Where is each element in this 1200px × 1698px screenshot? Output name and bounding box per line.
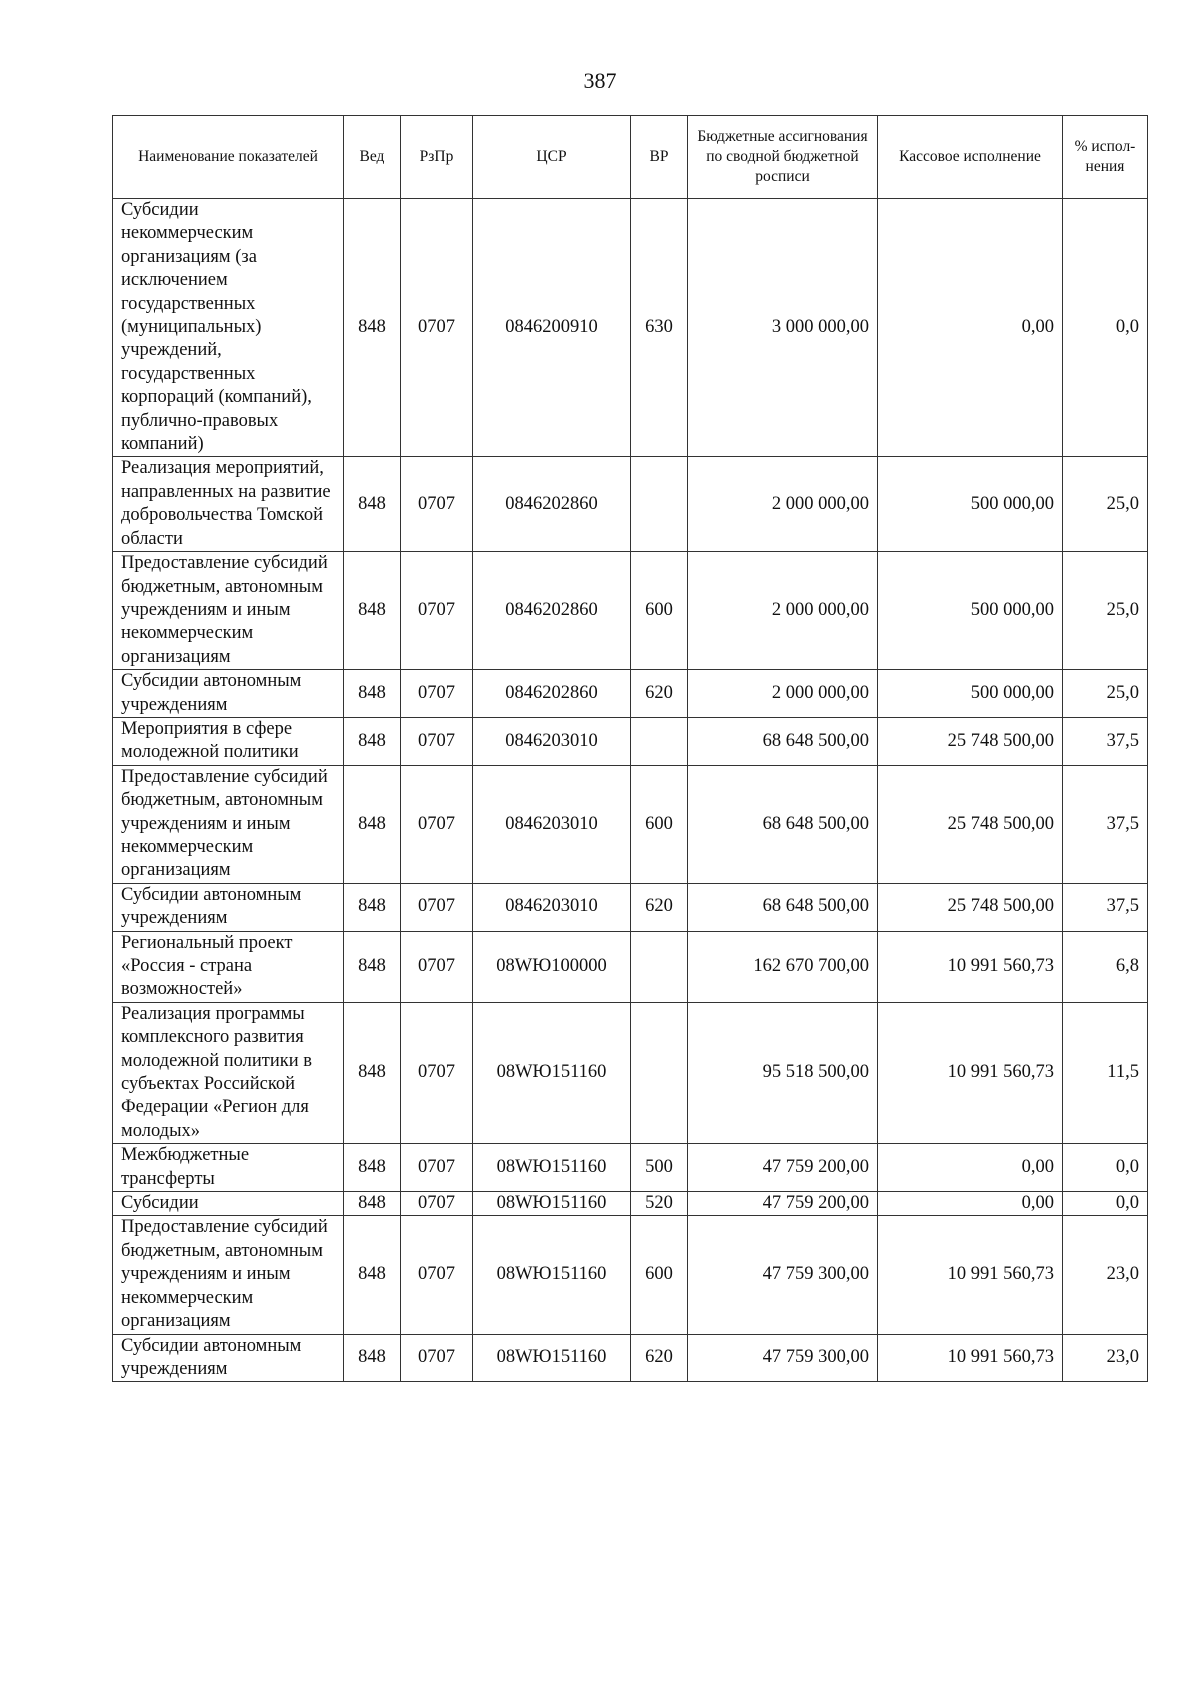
cell-name: Мероприятия в сфере молодежной политики — [113, 717, 344, 765]
cell-csr: 0846203010 — [473, 717, 631, 765]
cell-execution: 0,00 — [878, 1192, 1063, 1216]
cell-vr: 500 — [631, 1144, 688, 1192]
table-row — [113, 1144, 1148, 1192]
cell-percent: 6,8 — [1063, 931, 1148, 1002]
cell-allocations: 68 648 500,00 — [688, 883, 878, 931]
table-row — [113, 765, 1148, 883]
cell-execution: 10 991 560,73 — [878, 931, 1063, 1002]
cell-csr: 08WЮ151160 — [473, 1216, 631, 1334]
cell-vr — [631, 717, 688, 765]
cell-percent: 25,0 — [1063, 670, 1148, 718]
table-row — [113, 931, 1148, 1002]
cell-csr: 0846202860 — [473, 552, 631, 670]
cell-execution: 500 000,00 — [878, 457, 1063, 552]
cell-vr: 600 — [631, 552, 688, 670]
cell-percent: 37,5 — [1063, 883, 1148, 931]
cell-allocations: 47 759 200,00 — [688, 1192, 878, 1216]
cell-name: Предоставление субсидий бюджетным, автономным учреждениям и иным некоммерческим организациям — [113, 765, 344, 883]
table-body — [113, 199, 1148, 1382]
cell-vr: 600 — [631, 765, 688, 883]
cell-percent: 25,0 — [1063, 457, 1148, 552]
table-row — [113, 199, 1148, 457]
table-header-row — [113, 116, 1148, 199]
cell-ved: 848 — [344, 1334, 401, 1382]
cell-csr: 0846200910 — [473, 199, 631, 457]
cell-ved: 848 — [344, 1002, 401, 1143]
cell-vr: 620 — [631, 1334, 688, 1382]
cell-percent: 11,5 — [1063, 1002, 1148, 1143]
cell-allocations: 47 759 300,00 — [688, 1334, 878, 1382]
cell-execution: 25 748 500,00 — [878, 765, 1063, 883]
cell-percent: 0,0 — [1063, 1144, 1148, 1192]
cell-allocations: 47 759 200,00 — [688, 1144, 878, 1192]
cell-rzpr: 0707 — [401, 199, 473, 457]
cell-vr — [631, 457, 688, 552]
cell-csr: 08WЮ151160 — [473, 1334, 631, 1382]
cell-rzpr: 0707 — [401, 1144, 473, 1192]
cell-allocations: 68 648 500,00 — [688, 765, 878, 883]
header-rzpr: РзПр — [401, 116, 473, 199]
cell-ved: 848 — [344, 199, 401, 457]
table-row — [113, 1334, 1148, 1382]
cell-execution: 25 748 500,00 — [878, 717, 1063, 765]
cell-ved: 848 — [344, 931, 401, 1002]
cell-rzpr: 0707 — [401, 1216, 473, 1334]
cell-execution: 25 748 500,00 — [878, 883, 1063, 931]
cell-rzpr: 0707 — [401, 457, 473, 552]
header-ved: Вед — [344, 116, 401, 199]
cell-percent: 23,0 — [1063, 1216, 1148, 1334]
cell-rzpr: 0707 — [401, 717, 473, 765]
cell-csr: 08WЮ151160 — [473, 1002, 631, 1143]
cell-execution: 10 991 560,73 — [878, 1216, 1063, 1334]
cell-rzpr: 0707 — [401, 765, 473, 883]
cell-rzpr: 0707 — [401, 931, 473, 1002]
cell-percent: 25,0 — [1063, 552, 1148, 670]
cell-csr: 0846203010 — [473, 883, 631, 931]
header-csr: ЦСР — [473, 116, 631, 199]
cell-ved: 848 — [344, 765, 401, 883]
cell-rzpr: 0707 — [401, 670, 473, 718]
cell-name: Субсидии — [113, 1192, 344, 1216]
cell-vr: 620 — [631, 883, 688, 931]
page-number: 387 — [583, 68, 617, 93]
cell-name: Региональный проект «Россия - страна возможностей» — [113, 931, 344, 1002]
cell-csr: 0846202860 — [473, 457, 631, 552]
table-row — [113, 1216, 1148, 1334]
cell-ved: 848 — [344, 457, 401, 552]
cell-execution: 500 000,00 — [878, 670, 1063, 718]
cell-percent: 37,5 — [1063, 765, 1148, 883]
budget-table — [112, 115, 1148, 1382]
header-name: Наименование показателей — [113, 116, 344, 199]
cell-rzpr: 0707 — [401, 1002, 473, 1143]
cell-name: Межбюджетные трансферты — [113, 1144, 344, 1192]
cell-percent: 0,0 — [1063, 1192, 1148, 1216]
table-row — [113, 717, 1148, 765]
cell-ved: 848 — [344, 883, 401, 931]
cell-allocations: 3 000 000,00 — [688, 199, 878, 457]
cell-allocations: 162 670 700,00 — [688, 931, 878, 1002]
cell-name: Реализация мероприятий, направленных на развитие добровольчества Томской области — [113, 457, 344, 552]
cell-execution: 10 991 560,73 — [878, 1334, 1063, 1382]
cell-csr: 0846202860 — [473, 670, 631, 718]
cell-vr: 600 — [631, 1216, 688, 1334]
cell-ved: 848 — [344, 1192, 401, 1216]
header-execution: Кассовое исполнение — [878, 116, 1063, 199]
table-row — [113, 1002, 1148, 1143]
cell-name: Субсидии некоммерческим организациям (за исключением государственных (муниципальных) учреждений, государственных корпораций (компаний), публично-правовых компаний) — [113, 199, 344, 457]
cell-name: Предоставление субсидий бюджетным, автономным учреждениям и иным некоммерческим организациям — [113, 1216, 344, 1334]
cell-execution: 500 000,00 — [878, 552, 1063, 670]
cell-rzpr: 0707 — [401, 1192, 473, 1216]
table-row — [113, 1192, 1148, 1216]
cell-vr — [631, 1002, 688, 1143]
cell-ved: 848 — [344, 1216, 401, 1334]
table-row — [113, 883, 1148, 931]
cell-name: Субсидии автономным учреждениям — [113, 670, 344, 718]
header-vr: ВР — [631, 116, 688, 199]
cell-execution: 10 991 560,73 — [878, 1002, 1063, 1143]
cell-ved: 848 — [344, 670, 401, 718]
cell-csr: 08WЮ151160 — [473, 1192, 631, 1216]
table-row — [113, 457, 1148, 552]
cell-vr: 520 — [631, 1192, 688, 1216]
cell-name: Предоставление субсидий бюджетным, автономным учреждениям и иным некоммерческим организациям — [113, 552, 344, 670]
cell-rzpr: 0707 — [401, 883, 473, 931]
cell-allocations: 47 759 300,00 — [688, 1216, 878, 1334]
cell-allocations: 2 000 000,00 — [688, 670, 878, 718]
cell-vr: 620 — [631, 670, 688, 718]
cell-name: Реализация программы комплексного развития молодежной политики в субъектах Российской Федерации «Регион для молодых» — [113, 1002, 344, 1143]
cell-percent: 0,0 — [1063, 199, 1148, 457]
cell-ved: 848 — [344, 552, 401, 670]
cell-name: Субсидии автономным учреждениям — [113, 883, 344, 931]
cell-rzpr: 0707 — [401, 552, 473, 670]
cell-allocations: 68 648 500,00 — [688, 717, 878, 765]
cell-ved: 848 — [344, 717, 401, 765]
cell-csr: 08WЮ100000 — [473, 931, 631, 1002]
header-allocations: Бюджетные ассигнования по сводной бюджетной росписи — [688, 116, 878, 199]
cell-execution: 0,00 — [878, 199, 1063, 457]
cell-csr: 08WЮ151160 — [473, 1144, 631, 1192]
cell-percent: 23,0 — [1063, 1334, 1148, 1382]
cell-ved: 848 — [344, 1144, 401, 1192]
cell-allocations: 95 518 500,00 — [688, 1002, 878, 1143]
cell-allocations: 2 000 000,00 — [688, 457, 878, 552]
table-row — [113, 670, 1148, 718]
cell-percent: 37,5 — [1063, 717, 1148, 765]
cell-name: Субсидии автономным учреждениям — [113, 1334, 344, 1382]
cell-vr: 630 — [631, 199, 688, 457]
table-row — [113, 552, 1148, 670]
cell-vr — [631, 931, 688, 1002]
header-percent: % испол-нения — [1063, 116, 1148, 199]
cell-allocations: 2 000 000,00 — [688, 552, 878, 670]
cell-execution: 0,00 — [878, 1144, 1063, 1192]
cell-rzpr: 0707 — [401, 1334, 473, 1382]
cell-csr: 0846203010 — [473, 765, 631, 883]
